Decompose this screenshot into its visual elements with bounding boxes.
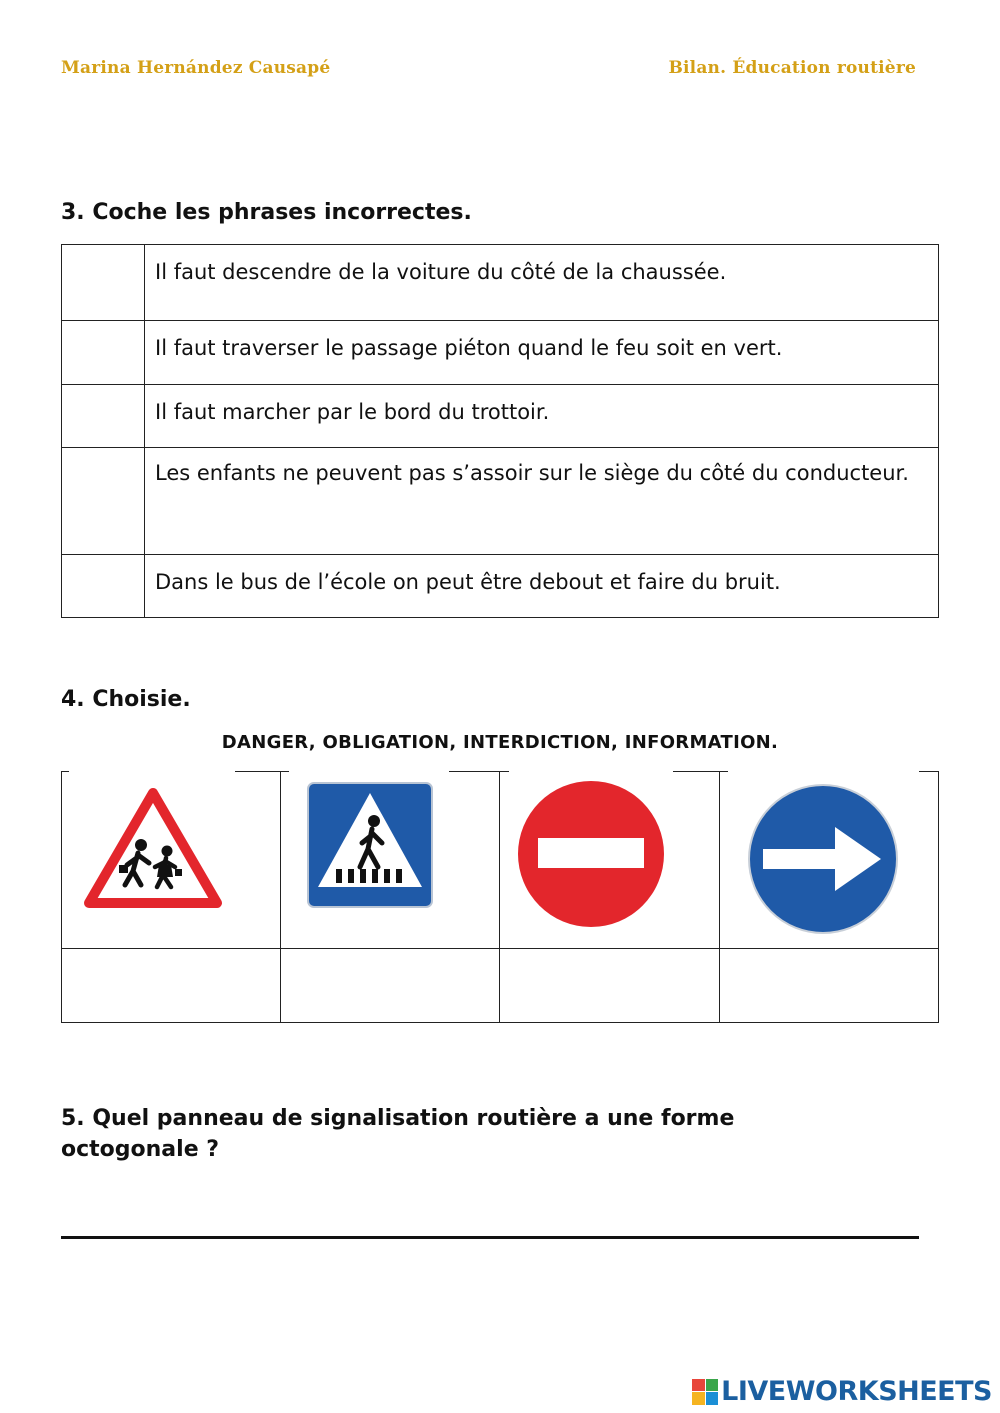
statement-2: Il faut traverser le passage piéton quand le feu soit en vert. bbox=[145, 321, 939, 385]
brand-name: LIVEWORKSHEETS bbox=[721, 1376, 992, 1407]
turn-right-mandatory-sign bbox=[747, 783, 899, 935]
statement-1: Il faut descendre de la voiture du côté de la chaussée. bbox=[145, 245, 939, 321]
q4-title: 4. Choisie. bbox=[61, 687, 191, 712]
answer-cell-1[interactable] bbox=[62, 949, 280, 1022]
liveworksheets-logo-icon bbox=[692, 1379, 718, 1405]
statement-3: Il faut marcher par le bord du trottoir. bbox=[145, 385, 939, 448]
check-box-3[interactable] bbox=[62, 385, 145, 448]
author-name: Marina Hernández Causapé bbox=[61, 58, 331, 78]
check-box-2[interactable] bbox=[62, 321, 145, 385]
table-row bbox=[62, 448, 939, 555]
table-row bbox=[62, 555, 939, 618]
table-row bbox=[62, 321, 939, 385]
answer-cell-3[interactable] bbox=[500, 949, 718, 1022]
check-box-5[interactable] bbox=[62, 555, 145, 618]
check-box-4[interactable] bbox=[62, 448, 145, 555]
q5-title-line2: octogonale ? bbox=[61, 1137, 220, 1162]
no-entry-sign bbox=[516, 779, 666, 929]
table-row bbox=[62, 385, 939, 448]
worksheet-subject: Bilan. Éducation routière bbox=[668, 58, 916, 78]
children-crossing-warning-sign bbox=[83, 785, 223, 911]
q5-answer-line[interactable] bbox=[61, 1236, 919, 1239]
statement-5: Dans le bus de l’école on peut être debout et faire du bruit. bbox=[145, 555, 939, 618]
table-row bbox=[62, 245, 939, 321]
answer-cell-2[interactable] bbox=[281, 949, 499, 1022]
q5-title bbox=[61, 1103, 734, 1165]
answer-cell-4[interactable] bbox=[720, 949, 938, 1022]
q5-title-line1: 5. Quel panneau de signalisation routière a une forme bbox=[61, 1106, 735, 1131]
pedestrian-crossing-sign bbox=[306, 781, 434, 909]
q4-word-options: DANGER, OBLIGATION, INTERDICTION, INFORMATION. bbox=[221, 732, 779, 753]
liveworksheets-logo bbox=[692, 1376, 992, 1407]
q3-title: 3. Coche les phrases incorrectes. bbox=[61, 200, 472, 225]
check-box-1[interactable] bbox=[62, 245, 145, 321]
q4-signs-table bbox=[61, 771, 939, 1023]
statement-4: Les enfants ne peuvent pas s’assoir sur le siège du côté du conducteur. bbox=[145, 448, 939, 555]
q3-table bbox=[61, 244, 939, 618]
